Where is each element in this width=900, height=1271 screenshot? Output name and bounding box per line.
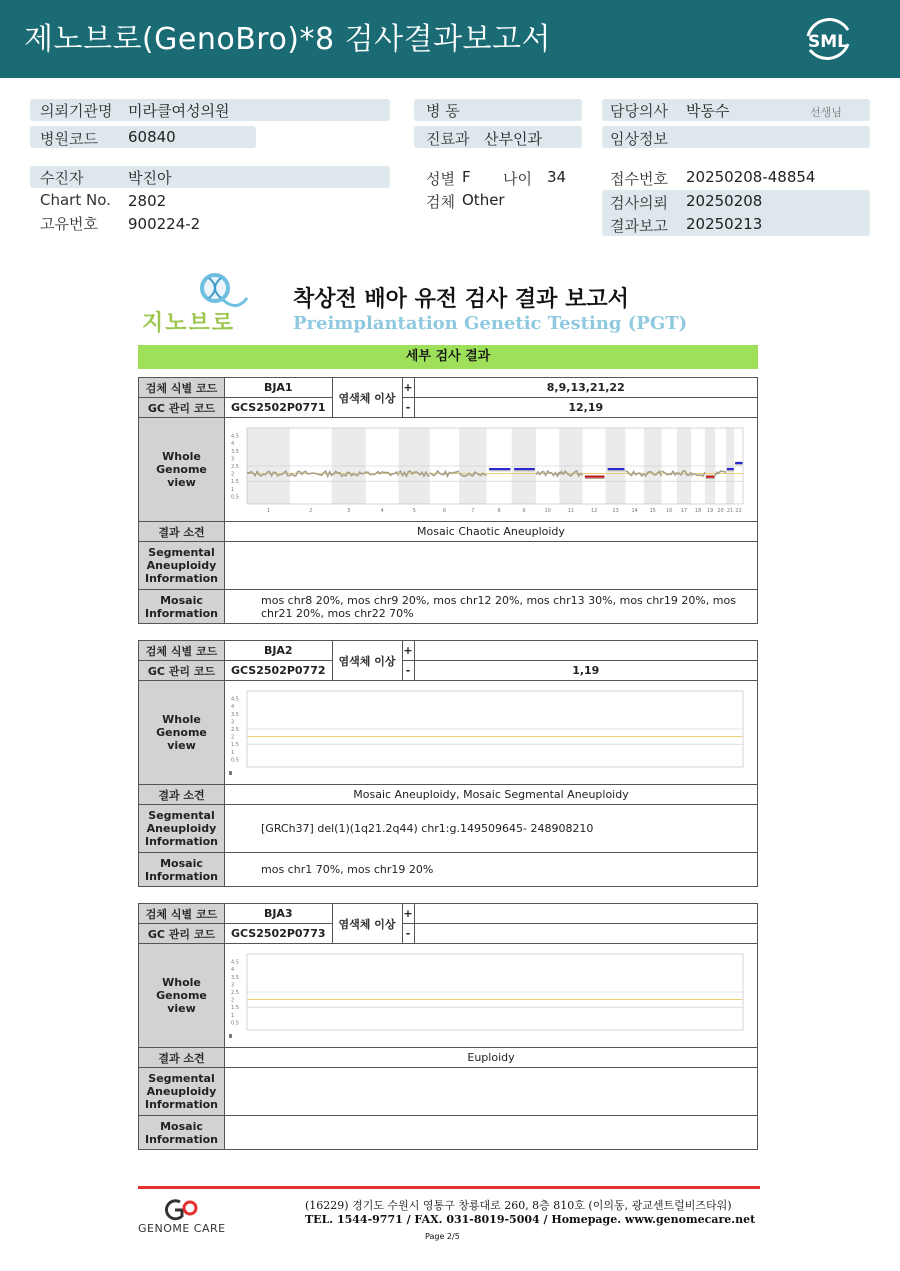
x-tick-label: 11: [567, 508, 575, 514]
footer-address-block: [305, 1199, 755, 1227]
y-tick-label: 2.5: [231, 990, 239, 996]
age-value: 34: [547, 168, 567, 186]
x-tick-label: 0: [229, 1034, 233, 1040]
chromosome-label: 염색체 이상: [332, 904, 402, 944]
x-tick-label: 2: [229, 771, 233, 777]
copy-number-trace: [661, 471, 677, 475]
whole-genome-label: Whole Genome view: [139, 681, 225, 785]
gain-chromosomes: [414, 904, 757, 924]
sample-code: BJA1: [225, 378, 333, 398]
dept-label: 진료과: [426, 130, 470, 148]
x-tick-label: 0: [229, 771, 233, 777]
patient-name-value: 박진아: [128, 169, 172, 187]
sml-logo-text: SML: [808, 32, 848, 52]
y-tick-label: 3.5: [231, 448, 239, 455]
sample-code-label: 검체 식별 코드: [139, 904, 225, 924]
loss-chromosomes: 1,19: [414, 661, 757, 681]
sample-code-label: 검체 식별 코드: [139, 378, 225, 398]
footer-divider: [138, 1186, 760, 1189]
footer-contact: TEL. 1544-9771 / FAX. 031-8019-5004 / Homepage. www.genomecare.net: [305, 1213, 756, 1226]
x-tick-label: 2: [309, 508, 313, 514]
x-tick-label: 20: [717, 508, 724, 514]
segmental-label: Segmental Aneuploidy Information: [139, 542, 225, 590]
x-tick-label: 10: [544, 508, 551, 514]
unique-id-value: 900224-2: [128, 215, 201, 233]
x-tick-label: 0: [229, 771, 233, 777]
request-label: 검사의뢰: [610, 194, 668, 212]
institution-label: 의뢰기관명: [40, 102, 113, 120]
segmental-value: [225, 1068, 758, 1116]
mosaic-label: Mosaic Information: [139, 1116, 225, 1150]
whole-genome-label: Whole Genome view: [139, 418, 225, 522]
x-tick-label: 2: [229, 1034, 233, 1040]
accession-value: 20250208-48854: [686, 168, 816, 186]
x-tick-label: 18: [694, 508, 702, 514]
y-tick-label: 4: [231, 967, 235, 974]
x-tick-label: 8: [229, 771, 233, 777]
chromosome-label: 염색체 이상: [332, 641, 402, 681]
page-number: Page 2/5: [425, 1232, 460, 1241]
age-label: 나이: [503, 170, 532, 188]
x-tick-label: 6: [229, 771, 233, 777]
mosaic-value: [225, 1116, 758, 1150]
x-tick-label: 1: [229, 1034, 233, 1040]
y-tick-label: 4: [231, 704, 235, 711]
chart-no-value: 2802: [128, 192, 167, 210]
y-tick-label: 4: [231, 441, 235, 448]
institution-value: 미라클여성의원: [128, 102, 230, 120]
doctor-suffix: 선생님: [810, 106, 842, 119]
y-tick-label: 0.5: [231, 757, 239, 764]
finding-value: Mosaic Chaotic Aneuploidy: [225, 522, 758, 542]
finding-value: Euploidy: [225, 1048, 758, 1068]
x-tick-label: 1: [266, 508, 271, 514]
report-title-korean: 착상전 배아 유전 검사 결과 보고서: [293, 287, 629, 312]
hospital-code-label: 병원코드: [40, 130, 98, 148]
result-table-bja3: [138, 903, 758, 1150]
y-tick-label: 1.5: [231, 1005, 239, 1012]
loss-sign: -: [402, 661, 414, 681]
loss-chromosomes: 12,19: [414, 398, 757, 418]
x-tick-label: 1: [229, 1034, 233, 1040]
x-tick-label: 5: [412, 508, 416, 514]
report-title-english: Preimplantation Genetic Testing (PGT): [293, 313, 688, 334]
loss-sign: -: [402, 924, 414, 944]
clinical-label: 임상정보: [610, 130, 668, 148]
x-tick-label: 4: [229, 771, 233, 777]
x-tick-label: 5: [229, 1034, 233, 1040]
segmental-label: Segmental Aneuploidy Information: [139, 805, 225, 853]
gain-sign: +: [402, 904, 414, 924]
y-tick-label: 3.5: [231, 974, 239, 981]
y-tick-label: 0.5: [231, 494, 239, 501]
x-tick-label: 6: [229, 1034, 233, 1040]
gc-code-label: GC 관리 코드: [139, 398, 225, 418]
report-date-value: 20250213: [686, 215, 763, 233]
loss-chromosomes: [414, 924, 757, 944]
sex-value: F: [462, 168, 471, 186]
gain-chromosomes: [414, 641, 757, 661]
y-tick-label: 4.5: [231, 696, 239, 703]
finding-label: 결과 소견: [139, 1048, 225, 1068]
whole-genome-plot-cell: [225, 944, 758, 1048]
x-tick-label: 12: [590, 508, 598, 514]
x-tick-label: 16: [665, 508, 673, 514]
sample-code: BJA3: [225, 904, 333, 924]
mosaic-value: mos chr8 20%, mos chr9 20%, mos chr12 20%, mos chr13 30%, mos chr19 20%, mos chr21 20%, mos chr22 70%: [225, 590, 758, 624]
whole-genome-label: Whole Genome view: [139, 944, 225, 1048]
x-tick-label: 13: [612, 508, 619, 514]
whole-genome-plot: [229, 948, 749, 1040]
y-tick-label: 1: [231, 1012, 235, 1019]
x-tick-label: 4: [229, 1034, 233, 1040]
x-tick-label: 9: [229, 1034, 233, 1040]
dna-magnifier-icon: [193, 272, 249, 310]
report-date-label: 결과보고: [610, 217, 668, 235]
whole-genome-plot-cell: [225, 681, 758, 785]
mosaic-value: mos chr1 70%, mos chr19 20%: [225, 853, 758, 887]
y-tick-label: 1: [231, 749, 235, 756]
x-tick-label: 5: [229, 771, 233, 777]
x-tick-label: 8: [497, 508, 501, 514]
segmental-value: [225, 542, 758, 590]
gain-chromosomes: 8,9,13,21,22: [414, 378, 757, 398]
x-tick-label: 19: [706, 508, 714, 514]
x-tick-label: 9: [522, 508, 526, 514]
x-tick-label: 9: [229, 771, 233, 777]
x-tick-label: 17: [680, 508, 688, 514]
y-tick-label: 2: [231, 734, 235, 741]
y-tick-label: 2: [231, 997, 235, 1004]
finding-label: 결과 소견: [139, 522, 225, 542]
x-tick-label: 15: [649, 508, 656, 514]
segmental-label: Segmental Aneuploidy Information: [139, 1068, 225, 1116]
chromosome-label: 염색체 이상: [332, 378, 402, 418]
x-tick-label: 21: [726, 508, 734, 514]
whole-genome-plot: [229, 685, 749, 777]
x-tick-label: 7: [229, 771, 233, 777]
x-tick-label: 2: [229, 1034, 233, 1040]
y-tick-label: 3: [231, 719, 235, 726]
y-tick-label: 1: [231, 486, 235, 493]
y-tick-label: 2.5: [231, 727, 239, 733]
patient-info: [0, 0, 900, 240]
segmental-value: [GRCh37] del(1)(1q21.2q44) chr1:g.149509645- 248908210: [225, 805, 758, 853]
x-tick-label: 0: [229, 1034, 233, 1040]
ward-label: 병 동: [426, 102, 460, 120]
x-tick-label: 6: [442, 508, 447, 514]
loss-sign: -: [402, 398, 414, 418]
patient-name-label: 수진자: [40, 169, 84, 187]
x-tick-label: 7: [229, 1034, 233, 1040]
unique-id-label: 고유번호: [40, 215, 98, 233]
y-tick-label: 2.5: [231, 464, 239, 470]
doctor-label: 담당의사: [610, 102, 668, 120]
gc-code: GCS2502P0771: [225, 398, 333, 418]
x-tick-label: 22: [735, 508, 742, 514]
x-tick-label: 3: [347, 508, 351, 514]
gc-code-label: GC 관리 코드: [139, 924, 225, 944]
x-tick-label: 2: [229, 771, 233, 777]
x-tick-label: 14: [631, 508, 638, 514]
x-tick-label: 4: [380, 508, 384, 514]
whole-genome-plot: [229, 422, 749, 514]
genome-care-logo-text: GENOME CARE: [138, 1222, 226, 1235]
y-tick-label: 1.5: [231, 479, 239, 486]
y-tick-label: 3: [231, 982, 235, 989]
gain-sign: +: [402, 641, 414, 661]
x-tick-label: 8: [229, 1034, 233, 1040]
y-tick-label: 3: [231, 456, 235, 463]
x-tick-label: 3: [229, 1034, 233, 1040]
x-tick-label: 7: [471, 508, 475, 514]
finding-label: 결과 소견: [139, 785, 225, 805]
y-tick-label: 1.5: [231, 742, 239, 749]
genome-care-logo-icon: [162, 1198, 202, 1222]
y-tick-label: 0.5: [231, 1020, 239, 1027]
y-tick-label: 2: [231, 471, 235, 478]
x-tick-label: 1: [229, 771, 233, 777]
whole-genome-plot-cell: [225, 418, 758, 522]
gc-code: GCS2502P0773: [225, 924, 333, 944]
gc-code: GCS2502P0772: [225, 661, 333, 681]
result-table-bja2: [138, 640, 758, 887]
x-tick-label: 3: [229, 771, 233, 777]
doctor-value: 박동수: [686, 102, 730, 120]
hospital-code-value: 60840: [128, 128, 176, 146]
chart-no-label: Chart No.: [40, 191, 111, 209]
x-tick-label: 1: [229, 771, 233, 777]
y-tick-label: 4.5: [231, 433, 239, 440]
copy-number-trace: [691, 472, 705, 476]
sample-code-label: 검체 식별 코드: [139, 641, 225, 661]
accession-label: 접수번호: [610, 170, 668, 188]
gain-sign: +: [402, 378, 414, 398]
finding-value: Mosaic Aneuploidy, Mosaic Segmental Aneuploidy: [225, 785, 758, 805]
y-tick-label: 3.5: [231, 711, 239, 718]
report-title: 제노브로(GenoBro)*8 검사결과보고서: [24, 22, 551, 57]
footer-address: (16229) 경기도 수원시 영통구 창룡대로 260, 8층 810호 (이의동, 광교센트럴비즈타워): [305, 1199, 732, 1212]
result-table-bja1: [138, 377, 758, 624]
sex-label: 성별: [426, 170, 455, 188]
section-header: 세부 검사 결과: [138, 345, 758, 369]
sample-code: BJA2: [225, 641, 333, 661]
mosaic-label: Mosaic Information: [139, 590, 225, 624]
specimen-label: 검체: [426, 193, 455, 211]
request-value: 20250208: [686, 192, 763, 210]
genobro-logo-text: 지노브로: [142, 311, 236, 336]
specimen-value: Other: [462, 191, 505, 209]
dept-value: 산부인과: [484, 130, 542, 148]
mosaic-label: Mosaic Information: [139, 853, 225, 887]
gc-code-label: GC 관리 코드: [139, 661, 225, 681]
y-tick-label: 4.5: [231, 959, 239, 966]
